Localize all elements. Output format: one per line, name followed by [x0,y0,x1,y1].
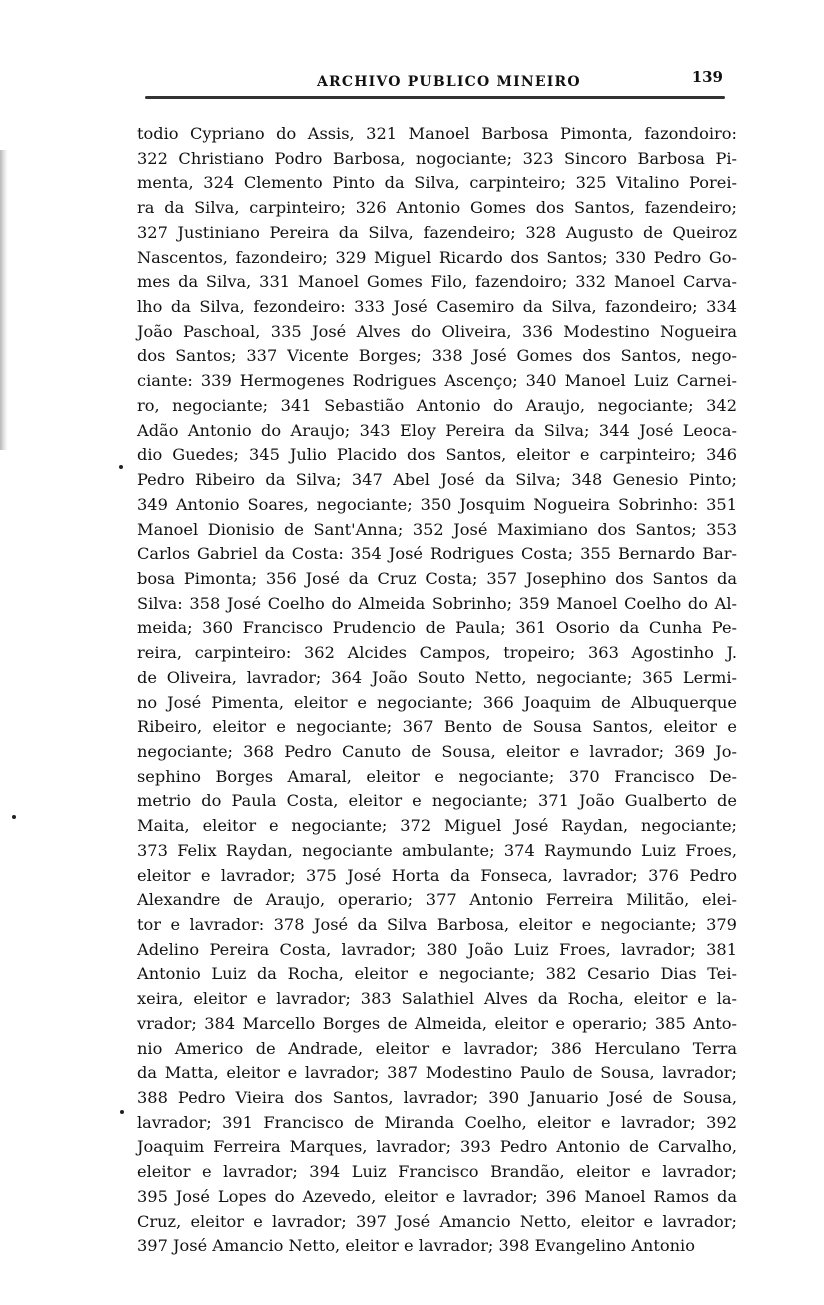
text-line: mes da Silva, 331 Manoel Gomes Filo, fazendoiro; 332 Manoel Carva- [137,272,737,292]
text-line: sephino Borges Amaral, eleitor e negociante; 370 Francisco De- [137,766,737,786]
text-line: 373 Felix Raydan, negociante ambulante; 374 Raymundo Luiz Froes, [137,840,737,860]
text-line: no José Pimenta, eleitor e negociante; 366 Joaquim de Albuquerque [137,692,737,712]
text-line: metrio do Paula Costa, eleitor e negociante; 371 João Gualberto de [137,791,737,811]
text-line: João Paschoal, 335 José Alves do Oliveira, 336 Modestino Nogueira [137,321,737,341]
page-header [135,64,735,94]
body-text [137,122,737,1259]
text-line: todio Cypriano do Assis, 321 Manoel Barbosa Pimonta, fazondoiro: [137,124,737,143]
text-line: reira, carpinteiro: 362 Alcides Campos, tropeiro; 363 Agostinho J. [137,643,737,663]
text-line: negociante; 368 Pedro Canuto de Sousa, eleitor e lavrador; 369 Jo- [137,741,737,761]
text-line: lho da Silva, fezondeiro: 333 José Casemiro da Silva, fazondeiro; 334 [137,297,737,317]
text-line: Silva: 358 José Coelho do Almeida Sobrinho; 359 Manoel Coelho do Al- [137,593,737,613]
text-line: Cruz, eleitor e lavrador; 397 José Amancio Netto, eleitor e lavrador; [137,1211,737,1231]
running-title: ARCHIVO PUBLICO MINEIRO [317,74,581,90]
text-line: bosa Pimonta; 356 José da Cruz Costa; 357 Josephino dos Santos da [137,568,737,588]
text-line: eleitor e lavrador; 394 Luiz Francisco Brandão, eleitor e lavrador; [137,1162,737,1182]
text-line: 322 Christiano Podro Barbosa, nogociante; 323 Sincoro Barbosa Pi- [137,148,737,168]
text-line: tor e lavrador: 378 José da Silva Barbosa, eleitor e negociante; 379 [137,915,737,934]
text-line: Pedro Ribeiro da Silva; 347 Abel José da Silva; 348 Genesio Pinto; [137,470,737,490]
text-line: Maita, eleitor e negociante; 372 Miguel José Raydan, negociante; [137,816,737,836]
text-line: nio Americo de Andrade, eleitor e lavrador; 386 Herculano Terra [137,1038,737,1058]
text-line: 388 Pedro Vieira dos Santos, lavrador; 390 Januario José de Sousa, [137,1088,737,1108]
text-line: Antonio Luiz da Rocha, eleitor e negociante; 382 Cesario Dias Tei- [137,964,737,984]
text-line: Joaquim Ferreira Marques, lavrador; 393 Pedro Antonio de Carvalho, [137,1137,737,1157]
margin-dot [12,815,16,819]
text-line: dio Guedes; 345 Julio Placido dos Santos, eleitor e carpinteiro; 346 [137,445,737,465]
text-line: Manoel Dionisio de Sant'Anna; 352 José Maximiano dos Santos; 353 [137,519,737,539]
text-line: Carlos Gabriel da Costa: 354 José Rodrigues Costa; 355 Bernardo Bar- [137,544,737,564]
text-line: Alexandre de Araujo, operario; 377 Antonio Ferreira Militão, elei- [137,890,737,910]
text-line: xeira, eleitor e lavrador; 383 Salathiel Alves da Rocha, eleitor e la- [137,989,737,1009]
text-line: vrador; 384 Marcello Borges de Almeida, eleitor e operario; 385 Anto- [137,1013,737,1033]
margin-dot [119,465,123,469]
text-line: Ribeiro, eleitor e negociante; 367 Bento de Sousa Santos, eleitor e [137,717,737,737]
text-line: da Matta, eleitor e lavrador; 387 Modestino Paulo de Sousa, lavrador; [137,1063,737,1083]
text-line: 327 Justiniano Pereira da Silva, fazendeiro; 328 Augusto de Queiroz [137,222,737,242]
text-line: eleitor e lavrador; 375 José Horta da Fonseca, lavrador; 376 Pedro [137,865,737,885]
text-line: lavrador; 391 Francisco de Miranda Coelho, eleitor e lavrador; 392 [137,1112,737,1132]
page-edge-shadow [0,150,8,450]
text-line: Adão Antonio do Araujo; 343 Eloy Pereira da Silva; 344 José Leoca- [137,420,737,440]
text-line: 397 José Amancio Netto, eleitor e lavrador; 398 Evangelino Antonio [137,1236,695,1256]
text-line: ro, negociante; 341 Sebastião Antonio do Araujo, negociante; 342 [137,395,737,415]
text-line: meida; 360 Francisco Prudencio de Paula; 361 Osorio da Cunha Pe- [137,618,737,638]
margin-dot [120,1110,124,1114]
text-line: Nascentos, fazondeiro; 329 Miguel Ricardo dos Santos; 330 Pedro Go- [137,247,737,267]
page-number: 139 [691,68,723,86]
text-line: ra da Silva, carpinteiro; 326 Antonio Gomes dos Santos, fazendeiro; [137,198,737,218]
text-line: Adelino Pereira Costa, lavrador; 380 João Luiz Froes, lavrador; 381 [137,939,737,959]
text-line: menta, 324 Clemento Pinto da Silva, carpinteiro; 325 Vitalino Porei- [137,173,737,193]
text-line: dos Santos; 337 Vicente Borges; 338 José Gomes dos Santos, nego- [137,346,737,366]
text-line: 349 Antonio Soares, negociante; 350 Josquim Nogueira Sobrinho: 351 [137,494,737,514]
text-line: ciante: 339 Hermogenes Rodrigues Ascenço; 340 Manoel Luiz Carnei- [137,371,737,391]
header-rule [145,96,725,99]
text-line: de Oliveira, lavrador; 364 João Souto Netto, negociante; 365 Lermi- [137,667,737,687]
text-line: 395 José Lopes do Azevedo, eleitor e lavrador; 396 Manoel Ramos da [137,1186,737,1206]
